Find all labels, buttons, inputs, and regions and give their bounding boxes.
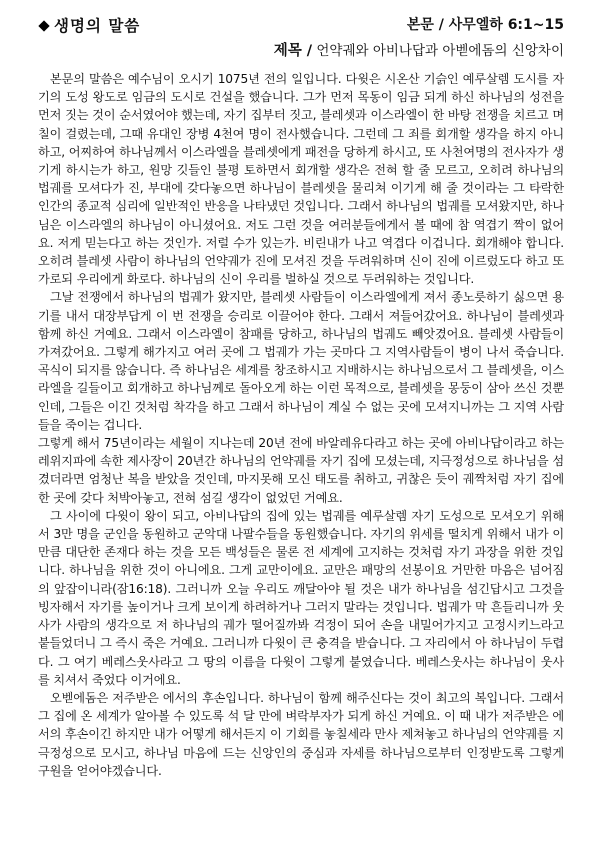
sermon-title: [38, 38, 564, 64]
paragraph-2: 그날 전쟁에서 하나님의 법궤가 왔지만, 블레셋 사람들이 이스라엘에게 져서 종노릇하기 싫으면 용기를 내서 대장부답게 이 번 전쟁을 승리로 이끌어야 한다. 그래서 져들어갔어요. 하나님이 블레셋과 함께 하신 거예요. 그래서 이스라엘이 참패를 당하고, 하나님의 법궤도 빼앗겼어요. 블레셋 사람들이 가져갔어요. 그렇게 해가지고 여러 곳에 그 법궤가 가는 곳마다 그 지역사람들이 병이 나서 죽습니다. 곡식이 되지를 않습니다. 즉 하나님은 세계를 창조하시고 지배하시는 하나님으로서 그 블레셋을, 이스라엘을 길들이고 회개하고 하나님께로 돌아오게 하는 이런 목적으로, 블레셋을 몽둥이 삼아 쓰신 것뿐인데, 그들은 이긴 것처럼 착각을 하고 그래서 하나님이 계실 수 없는 곳에 모셔지니까는 그 지역 사람들을 죽이는 겁니다.: [38, 290, 564, 432]
diamond-bullet-icon: [38, 20, 49, 31]
paragraph-3: 그렇게 해서 75년이라는 세월이 지나는데 20년 전에 바알레유다라고 하는 곳에 아비나답이라고 하는 레위지파에 속한 제사장이 20년간 하나님의 언약궤를 자기 집에 모셨는데, 지극정성으로 하나님을 섬겼더라면 엄청난 복을 받았을 것인데, 마지못해 모신 태도를 취하고, 귀찮은 듯이 궤짝처럼 자기 집에 한 곳에 갖다 처박아놓고, 전혀 섬길 생각이 없었던 거예요.: [38, 436, 564, 505]
paragraph-1: 본문의 말씀은 예수님이 오시기 1075년 전의 일입니다. 다윗은 시온산 기슭인 예루살렘 도시를 자기의 도성 왕도로 임금의 도시로 건설을 했습니다. 그가 먼저 목동이 임금 되게 하신 하나님의 성전을 먼저 짓는 것이 순서였어야 했는데, 자기 집부터 짓고, 블레셋과 이스라엘이 한 바탕 전쟁을 치르고 며칠이 걸렸는데, 그때 유대인 장병 4천여 명이 전사했습니다. 그런데 그 죄를 회개할 생각을 하지 아니하고, 어찌하여 하나님께서 이스라엘을 블레셋에게 패전을 당하게 하시고, 또 사천여명의 전사자가 생기게 하시는가 하고, 원망 깃들인 불평 토하면서 회개할 생각은 전혀 할 줄 모르고, 오히려 하나님의 법궤를 모셔다가 진, 부대에 갖다놓으면 하나님이 블레셋을 물리쳐 이기게 해 줄 것이라는 그 타락한 인간의 종교적 심리에 일반적인 반응을 나타냈던 것입니다. 그래서 하나님의 법궤를 모셔왔지만, 하나님은 이스라엘의 하나님이 아니셨어요. 저도 그런 것을 여러분들에게서 볼 때에 참 역겹기 짝이 없어요. 저게 믿는다고 하는 것인가. 저럴 수가 있는가. 비린내가 나고 역겹다 이겁니다. 회개해야 합니다. 오히려 블레셋 사람이 하나님의 언약궤가 진에 모셔진 것을 두려워하며 신이 진에 이르렀도다 하고 또 가로되 우리에게 화로다. 하나님의 신이 우리를 벌하실 것으로 두려워하는 것입니다.: [38, 72, 564, 287]
sermon-title-text: 언약궤와 아비나답과 아벧에돔의 신앙차이: [316, 43, 564, 59]
scripture-reference: 본문 / 사무엘하 6:1~15: [406, 17, 564, 33]
paragraph-5: 오벧에돔은 저주받은 에서의 후손입니다. 하나님이 함께 해주신다는 것이 최고의 복입니다. 그래서 그 집에 온 세계가 알아볼 수 있도록 석 달 만에 벼락부자가 되게 하신 거예요. 이 때 내가 저주받은 에서의 후손이긴 하지만 내가 어떻게 해서든지 이 기회를 놓칠세라 만사 제쳐놓고 하나님의 언약궤를 지극정성으로 모시고, 하나님 마음에 드는 신앙인의 중심과 자세를 하나님으로부터 인정받도록 그렇게 구원을 얻어야겠습니다.: [38, 690, 564, 778]
paragraph-4: 그 사이에 다윗이 왕이 되고, 아비나답의 집에 있는 법궤를 예루살렘 자기 도성으로 모셔오기 위해서 3만 명을 군인을 동원하고 군악대 나팔수들을 동원했습니다. 자기의 위세를 떨치게 위해서 내가 이만큼 대단한 존재다 하는 것을 모든 백성들은 물론 전 세계에 고지하는 것처럼 자기 과장을 위한 것입니다. 하나님을 위한 것이 아니에요. 그게 교만이에요. 교만은 패망의 선봉이요 거만한 마음은 넘어짐의 앞잡이니라(잠16:18). 그러니까 오늘 우리도 깨달아야 될 것은 내가 하나님을 섬긴답시고 그것을 빙자해서 자기를 높이거나 크게 보이게 하려하거나 그러지 말라는 것입니다. 법궤가 막 흔들리니까 웃사가 사람의 생각으로 저 하나님의 궤가 떨어질까봐 걱정이 되어 손을 내밀어가지고 고정시키느라고 붙들었더니 그 즉시 죽은 거예요. 그러니까 다윗이 큰 충격을 받습니다. 그 자리에서 아 하나님이 두렵다. 그 여기 베레스웃사라고 그 땅의 이름을 다윗이 그렇게 붙였습니다. 베레스웃사는 하나님이 웃사를 치셔서 죽었다 이거에요.: [38, 508, 564, 687]
sermon-body: [38, 70, 564, 780]
sermon-header: [38, 8, 564, 38]
section-title-text: 생명의 말씀: [54, 17, 141, 35]
sermon-title-label: 제목 /: [273, 43, 313, 59]
section-title: [38, 14, 140, 36]
